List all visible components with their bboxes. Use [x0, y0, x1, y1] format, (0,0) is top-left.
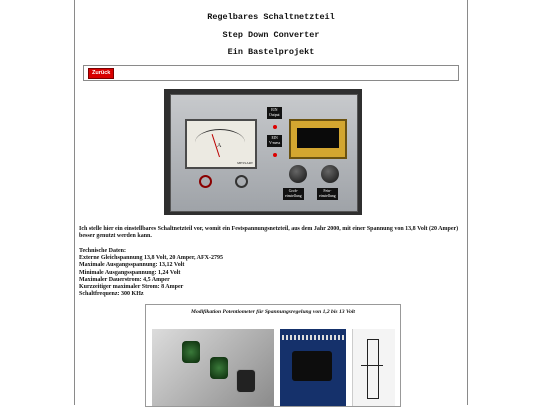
- label-vmess: EIN V-mess: [269, 136, 281, 145]
- page-title: Regelbares Schaltnetzteil: [207, 12, 335, 22]
- led-vmess-icon: [273, 153, 277, 157]
- figure-caption: Modifikation Potentiometer für Spannungsregelung von 1,2 bis 13 Volt: [191, 309, 355, 315]
- intro-text: Ich stelle hier ein einstellbares Schaltnetzteil vor, womit ein Festspannungsnetzteil, aus dem Jahr 2000, mit einer Spannung von 13,8 Volt (20 Amper) besser genutzt werden kann.: [79, 226, 459, 240]
- nav-bar: [83, 65, 459, 81]
- black-jack-icon: [235, 175, 248, 188]
- spec-item: Minimale Ausgangsspannung: 1,24 Volt: [79, 269, 181, 276]
- spec-item: Schaltfrequenz: 300 KHz: [79, 291, 144, 298]
- coarse-knob-icon: [289, 165, 307, 183]
- specs-block: [79, 248, 459, 298]
- device-photo: [164, 89, 362, 215]
- label-fine: Fein- einstellung: [319, 189, 336, 198]
- page-tagline: Ein Bastelprojekt: [227, 47, 315, 57]
- spec-item: Externe Gleichspannung 13,8 Volt, 20 Amper, AFX-2795: [79, 255, 223, 262]
- display-screen: [297, 128, 339, 148]
- led-output-icon: [273, 125, 277, 129]
- page-container: [74, 0, 468, 405]
- potentiometer-icon: [367, 339, 379, 399]
- wire-icon: [361, 365, 383, 366]
- specs-title: Technische Daten:: [79, 248, 126, 254]
- back-button[interactable]: Zurück: [88, 68, 114, 79]
- label-output: EIN Output: [269, 108, 280, 117]
- page-subtitle: Step Down Converter: [222, 30, 320, 40]
- ammeter: [185, 119, 257, 169]
- coil-icon: [210, 357, 228, 379]
- label-coarse: Grob- einstellung: [285, 189, 302, 198]
- meter-unit: A: [217, 143, 222, 149]
- coil-icon: [182, 341, 200, 363]
- modification-figure: [145, 304, 401, 407]
- spec-item: Kurzzeitiger maximaler Strom: 8 Amper: [79, 284, 184, 291]
- schematic-diagram: [352, 329, 395, 406]
- red-jack-icon: [199, 175, 212, 188]
- pin-row-icon: [282, 335, 344, 340]
- device-front-panel: [170, 94, 358, 212]
- converter-photo-1: [152, 329, 274, 406]
- converter-photo-2: [280, 329, 346, 406]
- inductor-icon: [292, 351, 332, 381]
- meter-brand: MESSART: [237, 161, 253, 165]
- voltage-display: [289, 119, 347, 159]
- fine-knob-icon: [321, 165, 339, 183]
- spec-item: Maximaler Dauerstrom: 4,5 Amper: [79, 276, 170, 283]
- spec-item: Maximale Ausgangsspannung: 13,12 Volt: [79, 262, 185, 269]
- capacitor-icon: [236, 369, 256, 393]
